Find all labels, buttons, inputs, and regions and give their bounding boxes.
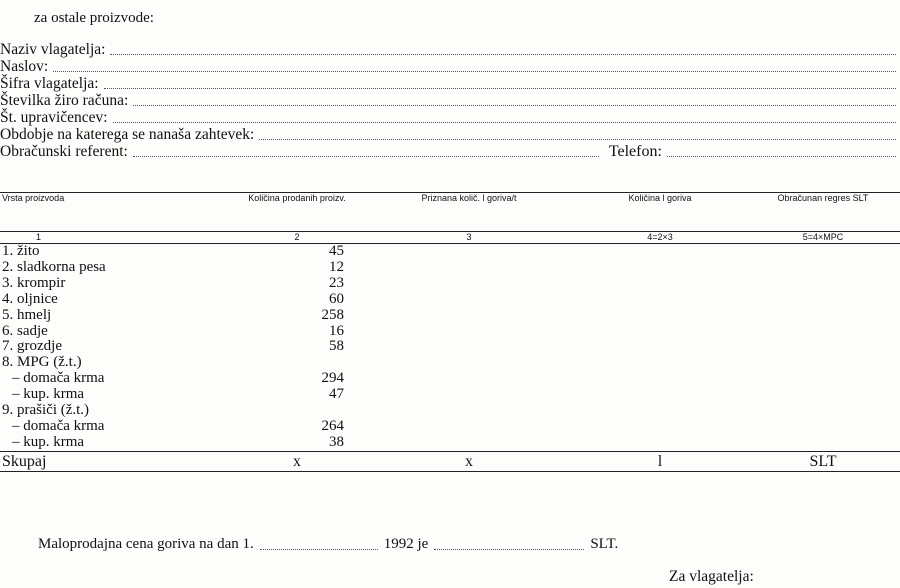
empty-cell[interactable] <box>574 276 746 292</box>
empty-cell[interactable] <box>746 244 900 260</box>
column-header: Priznana količ. l goriva/t <box>364 193 574 232</box>
empty-cell[interactable] <box>746 260 900 276</box>
product-name: – domača krma <box>12 417 105 434</box>
column-number: 2 <box>230 232 364 244</box>
field-blank[interactable] <box>133 104 896 106</box>
empty-cell[interactable] <box>574 244 746 260</box>
fuel-price-line <box>38 536 618 553</box>
quantity-cell: 47 <box>329 386 344 403</box>
field-stevilka-ziro-racuna <box>0 93 896 109</box>
empty-cell[interactable] <box>574 435 746 451</box>
field-label: Naziv vlagatelja: <box>0 41 106 58</box>
empty-cell[interactable] <box>574 355 746 371</box>
total-label: Skupaj <box>0 451 230 471</box>
total-cell: x <box>364 451 574 471</box>
empty-cell[interactable] <box>574 403 746 419</box>
column-number-row <box>0 232 900 244</box>
empty-cell[interactable] <box>746 339 900 355</box>
table-row <box>0 403 900 419</box>
product-name: 1. žito <box>2 243 40 259</box>
field-naslov <box>0 59 896 75</box>
table-header-row <box>0 193 900 232</box>
empty-cell[interactable] <box>364 387 574 403</box>
table-row <box>0 387 900 403</box>
table-row <box>0 355 900 371</box>
empty-cell[interactable] <box>746 276 900 292</box>
signature-label: Za vlagatelja: <box>669 568 754 585</box>
empty-cell[interactable] <box>364 276 574 292</box>
table-row <box>0 244 900 260</box>
empty-cell[interactable] <box>364 339 574 355</box>
empty-cell[interactable] <box>574 339 746 355</box>
empty-cell[interactable] <box>746 371 900 387</box>
table-row <box>0 276 900 292</box>
field-obdobje <box>0 127 896 143</box>
product-name: 5. hmelj <box>2 306 52 323</box>
table-row <box>0 371 900 387</box>
product-name: – kup. krma <box>12 386 85 403</box>
price-date-blank[interactable] <box>260 548 378 550</box>
empty-cell[interactable] <box>574 387 746 403</box>
price-text-3: SLT. <box>590 536 619 552</box>
empty-cell[interactable] <box>746 292 900 308</box>
table-row <box>0 292 900 308</box>
empty-cell[interactable] <box>364 355 574 371</box>
field-label: Šifra vlagatelja: <box>0 75 99 92</box>
field-label: Obdobje na katerega se nanaša zahtevek: <box>0 126 255 143</box>
field-obracunski-referent <box>0 144 896 160</box>
field-blank[interactable] <box>133 155 599 157</box>
table-row <box>0 308 900 324</box>
quantity-cell: 23 <box>329 274 344 291</box>
table-row <box>0 260 900 276</box>
table-row <box>0 419 900 435</box>
empty-cell[interactable] <box>746 324 900 340</box>
price-value-blank[interactable] <box>434 548 584 550</box>
quantity-cell <box>230 355 364 371</box>
field-label: Obračunski referent: <box>0 143 128 160</box>
field-label: Naslov: <box>0 58 49 75</box>
quantity-cell: 38 <box>329 433 344 450</box>
empty-cell[interactable] <box>746 355 900 371</box>
total-cell: l <box>574 451 746 471</box>
field-blank[interactable] <box>110 53 896 55</box>
empty-cell[interactable] <box>574 260 746 276</box>
field-blank[interactable] <box>104 87 896 89</box>
quantity-cell: 60 <box>329 290 344 307</box>
empty-cell[interactable] <box>364 324 574 340</box>
empty-cell[interactable] <box>364 419 574 435</box>
empty-cell[interactable] <box>364 403 574 419</box>
empty-cell[interactable] <box>746 419 900 435</box>
empty-cell[interactable] <box>574 371 746 387</box>
product-name: – kup. krma <box>12 433 85 450</box>
field-blank[interactable] <box>53 70 896 72</box>
quantity-cell: 258 <box>321 306 344 323</box>
total-row <box>0 451 900 471</box>
empty-cell[interactable] <box>364 292 574 308</box>
field-label: Št. upravičencev: <box>0 109 108 126</box>
table-row <box>0 324 900 340</box>
field-st-upravicencev <box>0 110 896 126</box>
column-number: 1 <box>0 232 230 244</box>
column-header: Količina prodanih proizv. <box>230 193 364 232</box>
empty-cell[interactable] <box>746 403 900 419</box>
product-name: 6. sadje <box>2 322 48 339</box>
product-name: 8. MPG (ž.t.) <box>2 354 82 371</box>
table-row <box>0 339 900 355</box>
product-table <box>0 192 900 472</box>
empty-cell[interactable] <box>364 244 574 260</box>
empty-cell[interactable] <box>574 419 746 435</box>
product-name: 2. sladkorna pesa <box>2 258 106 275</box>
price-text-2: 1992 je <box>383 536 429 552</box>
quantity-cell <box>230 403 364 419</box>
product-name: 9. prašiči (ž.t.) <box>2 402 90 419</box>
price-text-1: Maloprodajna cena goriva na dan 1. <box>38 536 254 552</box>
field-naziv-vlagatelja <box>0 42 896 58</box>
empty-cell[interactable] <box>574 308 746 324</box>
empty-cell[interactable] <box>746 435 900 451</box>
field-blank[interactable] <box>113 121 896 123</box>
telefon-blank[interactable] <box>667 155 896 157</box>
empty-cell[interactable] <box>574 292 746 308</box>
column-number: 4=2×3 <box>574 232 746 244</box>
product-name: – domača krma <box>12 370 105 387</box>
product-name: 7. grozdje <box>2 338 62 355</box>
telefon-label: Telefon: <box>608 143 662 160</box>
empty-cell[interactable] <box>746 308 900 324</box>
form-intro: za ostale proizvode: <box>34 10 154 26</box>
column-number: 5=4×MPC <box>746 232 900 244</box>
empty-cell[interactable] <box>364 308 574 324</box>
quantity-cell: 264 <box>321 417 344 434</box>
quantity-cell: 12 <box>329 258 344 275</box>
column-header: Vrsta proizvoda <box>0 193 230 232</box>
empty-cell[interactable] <box>574 324 746 340</box>
total-cell: x <box>230 451 364 471</box>
quantity-cell: 16 <box>329 322 344 339</box>
column-number: 3 <box>364 232 574 244</box>
total-cell: SLT <box>746 451 900 471</box>
product-name: 3. krompir <box>2 274 66 291</box>
column-header: Količina l goriva <box>574 193 746 232</box>
empty-cell[interactable] <box>364 260 574 276</box>
field-label: Številka žiro računa: <box>0 92 129 109</box>
field-blank[interactable] <box>259 138 896 140</box>
quantity-cell: 58 <box>329 338 344 355</box>
field-sifra-vlagatelja <box>0 76 896 92</box>
table-row <box>0 435 900 451</box>
empty-cell[interactable] <box>746 387 900 403</box>
empty-cell[interactable] <box>364 371 574 387</box>
quantity-cell: 294 <box>321 370 344 387</box>
quantity-cell: 45 <box>329 243 344 259</box>
empty-cell[interactable] <box>364 435 574 451</box>
product-name: 4. oljnice <box>2 290 58 307</box>
column-header: Obračunan regres SLT <box>746 193 900 232</box>
